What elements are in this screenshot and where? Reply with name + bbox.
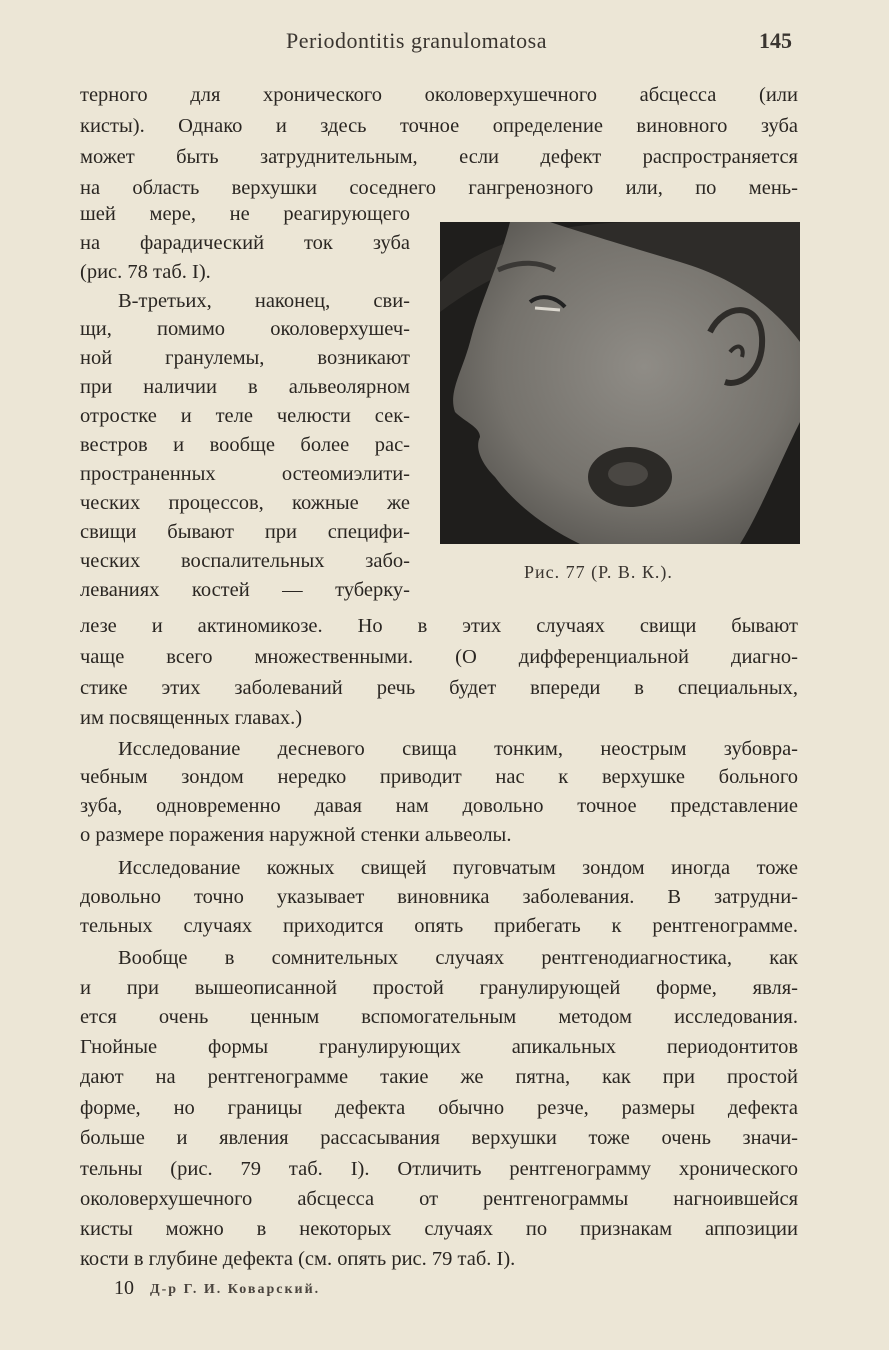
text-line: на фарадический ток зуба: [80, 232, 410, 254]
text-line: больше и явления рассасывания верхушки тоже очень значи-: [80, 1127, 798, 1149]
text-line: кисты можно в некоторых случаях по признакам аппозиции: [80, 1218, 798, 1240]
text-line: тельных случаях приходится опять прибегать к рентгенограмме.: [80, 915, 798, 937]
text-line: (рис. 78 таб. I).: [80, 261, 211, 283]
text-line: тельны (рис. 79 таб. I). Отличить рентгенограмму хронического: [80, 1158, 798, 1180]
text-line: о размере поражения наружной стенки альвеолы.: [80, 824, 512, 846]
text-line: отростке и теле челюсти сек-: [80, 405, 410, 427]
patient-profile-photo: [440, 222, 800, 544]
text-line: им посвященных главах.): [80, 707, 303, 729]
running-header-title: Periodontitis granulomatosa: [286, 28, 547, 53]
text-line: зуба, одновременно давая нам довольно точное представление: [80, 795, 798, 817]
text-line: шей мере, не реагирующего: [80, 203, 410, 225]
text-line: дают на рентгенограмме такие же пятна, как при простой: [80, 1066, 798, 1088]
text-line: терного для хронического околоверхушечного абсцесса (или: [80, 84, 798, 106]
text-line: ческих процессов, кожные же: [80, 492, 410, 514]
text-line: довольно точно указывает виновника заболевания. В затрудни-: [80, 886, 798, 908]
text-line: Исследование кожных свищей пуговчатым зондом иногда тоже: [118, 857, 798, 879]
text-line: на область верхушки соседнего гангренозного или, по мень-: [80, 177, 798, 199]
text-line: кисты). Однако и здесь точное определение виновного зуба: [80, 115, 798, 137]
text-line: В-третьих, наконец, сви-: [118, 290, 410, 312]
text-line: может быть затруднительным, если дефект распространяется: [80, 146, 798, 168]
text-line: леваниях костей — туберку-: [80, 579, 410, 601]
text-line: чебным зондом нередко приводит нас к верхушке больного: [80, 766, 798, 788]
text-line: пространенных остеомиэлити-: [80, 463, 410, 485]
text-line: Гнойные формы гранулирующих апикальных периодонтитов: [80, 1036, 798, 1058]
signature-number: 10: [114, 1277, 134, 1299]
text-line: вестров и вообще более рас-: [80, 434, 410, 456]
figure-caption: Рис. 77 (Р. В. К.).: [524, 562, 673, 582]
text-line: и при вышеописанной простой гранулирующей форме, явля-: [80, 977, 798, 999]
printer-signature: Д-р Г. И. Коварский.: [150, 1282, 321, 1297]
text-line: околоверхушечного абсцесса от рентгенограммы нагноившейся: [80, 1188, 798, 1210]
text-line: ческих воспалительных забо-: [80, 550, 410, 572]
text-line: свищи бывают при специфи-: [80, 521, 410, 543]
text-line: щи, помимо околоверхушеч-: [80, 318, 410, 340]
page-number: 145: [759, 28, 792, 53]
text-line: при наличии в альвеолярном: [80, 376, 410, 398]
text-line: Вообще в сомнительных случаях рентгенодиагностика, как: [118, 947, 798, 969]
text-line: кости в глубине дефекта (см. опять рис. 79 таб. I).: [80, 1248, 516, 1270]
text-line: ной гранулемы, возникают: [80, 347, 410, 369]
text-line: ется очень ценным вспомогательным методом исследования.: [80, 1006, 798, 1028]
text-line: стике этих заболеваний речь будет впереди в специальных,: [80, 677, 798, 699]
text-line: Исследование десневого свища тонким, неострым зубовра-: [118, 738, 798, 760]
text-line: форме, но границы дефекта обычно резче, размеры дефекта: [80, 1097, 798, 1119]
text-line: чаще всего множественными. (О дифференциальной диагно-: [80, 646, 798, 668]
text-line: лезе и актиномикозе. Но в этих случаях свищи бывают: [80, 615, 798, 637]
